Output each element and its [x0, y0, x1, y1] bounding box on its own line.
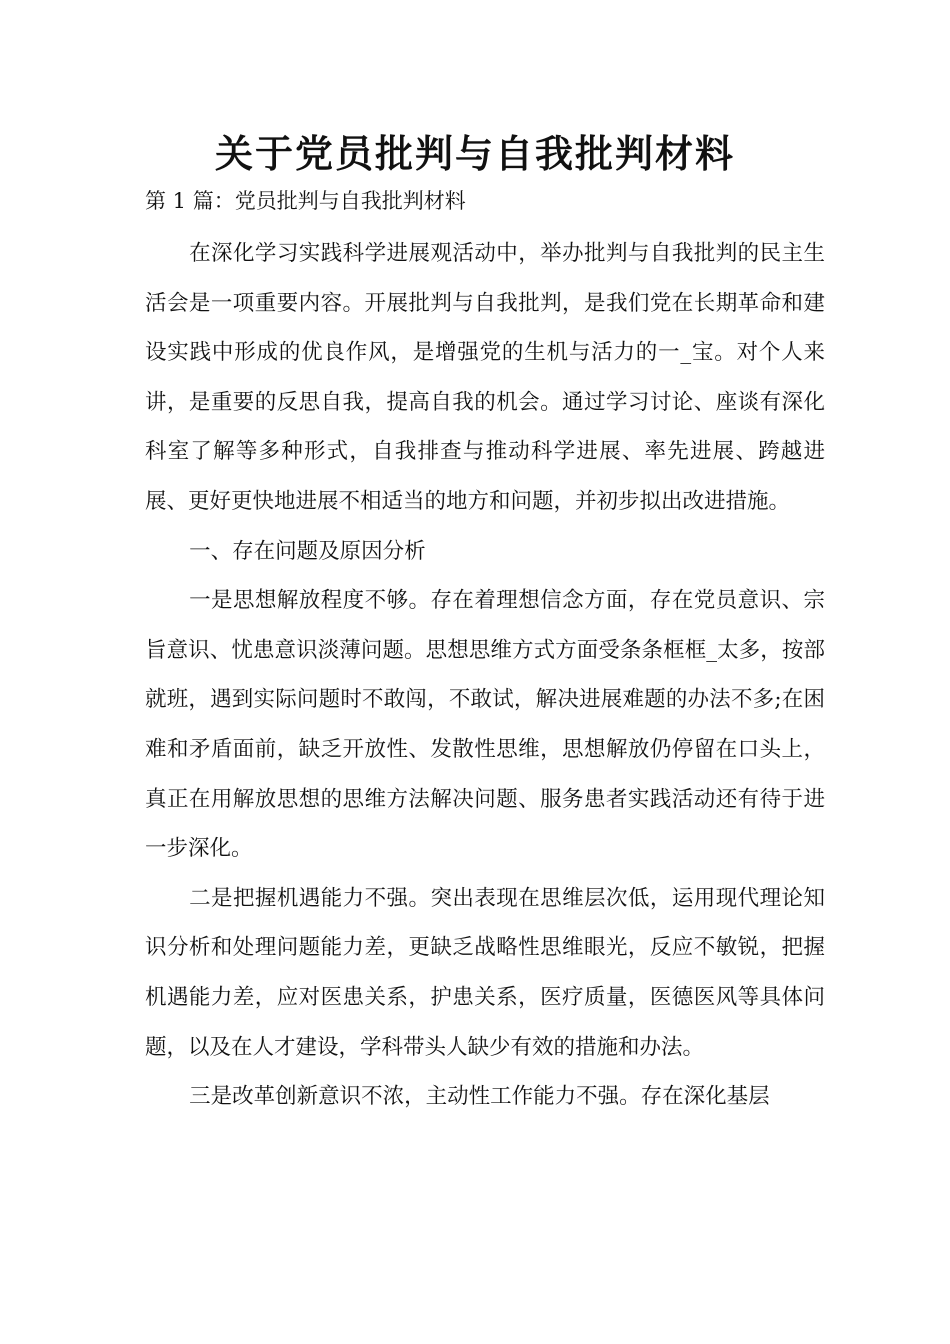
- document-title: 关于党员批判与自我批判材料: [214, 132, 735, 176]
- paragraph-intro: 在深化学习实践科学进展观活动中，举办批判与自我批判的民主生活会是一项重要内容。开展批判与自我批判，是我们党在长期革命和建设实践中形成的优良作风，是增强党的生机与活力的一_宝。对个人来讲，是重要的反思自我，提高自我的机会。通过学习讨论、座谈有深化科室了解等多种形式，自我排查与推动科学进展、率先进展、跨越进展、更好更快地进展不相适当的地方和问题，并初步拟出改进措施。: [145, 241, 825, 514]
- paragraph-point-three: 三是改革创新意识不浓，主动性工作能力不强。存在深化基层: [189, 1084, 770, 1110]
- section-heading-problems: 一、存在问题及原因分析: [189, 538, 426, 564]
- paragraph-point-two: 二是把握机遇能力不强。突出表现在思维层次低，运用现代理论知识分析和处理问题能力差，更缺乏战略性思维眼光，反应不敏锐，把握机遇能力差，应对医患关系，护患关系，医疗质量，医德医风等具体问题，以及在人才建设，学科带头人缺少有效的措施和办法。: [145, 885, 825, 1060]
- paragraph-point-one: 一是思想解放程度不够。存在着理想信念方面，存在党员意识、宗旨意识、忧患意识淡薄问题。思想思维方式方面受条条框框_太多，按部就班，遇到实际问题时不敢闯，不敢试，解决进展难题的办法不多;在困难和矛盾面前，缺乏开放性、发散性思维，思想解放仍停留在口头上，真正在用解放思想的思维方法解决问题、服务患者实践活动还有待于进一步深化。: [145, 588, 825, 862]
- chapter-heading: 第 1 篇：党员批判与自我批判材料: [145, 189, 466, 213]
- document-body: [145, 229, 825, 1122]
